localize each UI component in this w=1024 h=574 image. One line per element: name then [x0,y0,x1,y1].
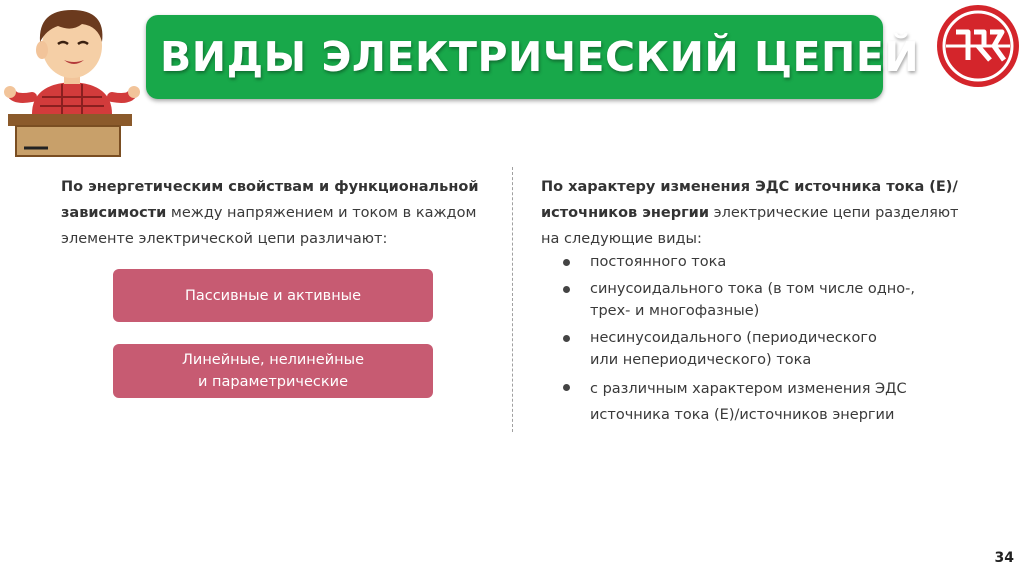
list-item: постоянного тока [555,251,975,273]
left-intro-bold: По энергетическим свойствам и функциональной зависимости [61,179,479,221]
list-item: с различным характером изменения ЭДС источника тока (Е)/источников энергии [555,376,975,428]
college-logo [934,2,1022,90]
list-item: синусоидального тока (в том числе одно-, трех- и многофазные) [555,278,975,322]
box1-label: Пассивные и активные [184,287,362,304]
bullet-icon [563,259,570,266]
right-intro-rest: электрические цепи разделяют на следующие виды: [541,205,959,247]
right-intro-bold: По характеру изменения ЭДС источника тока (Е)/ источников энергии [541,179,958,221]
page-number: 34 [994,550,1014,566]
linear-nonlinear-box [113,344,433,398]
box2-label-line1: Линейные, нелинейные [182,352,364,368]
bullet-icon [563,286,570,293]
left-intro-rest: между напряжением и током в каждом элементе электрической цепи различают: [61,205,477,247]
bullet-icon [563,384,570,391]
list-item: несинусоидального (периодического или непериодического) тока [555,327,975,371]
lecturer-mascot-illustration [2,2,142,157]
left-intro-text [61,174,491,252]
box2-label-line2: и параметрические [198,374,348,390]
title-banner [146,15,920,99]
slide-title: ВИДЫ ЭЛЕКТРИЧЕСКИЙ ЦЕПЕЙ [160,33,920,81]
circuit-types-list [555,251,975,433]
passive-active-box [113,269,433,322]
column-divider [512,167,513,432]
bullet-icon [563,335,570,342]
right-intro-text [541,174,981,252]
